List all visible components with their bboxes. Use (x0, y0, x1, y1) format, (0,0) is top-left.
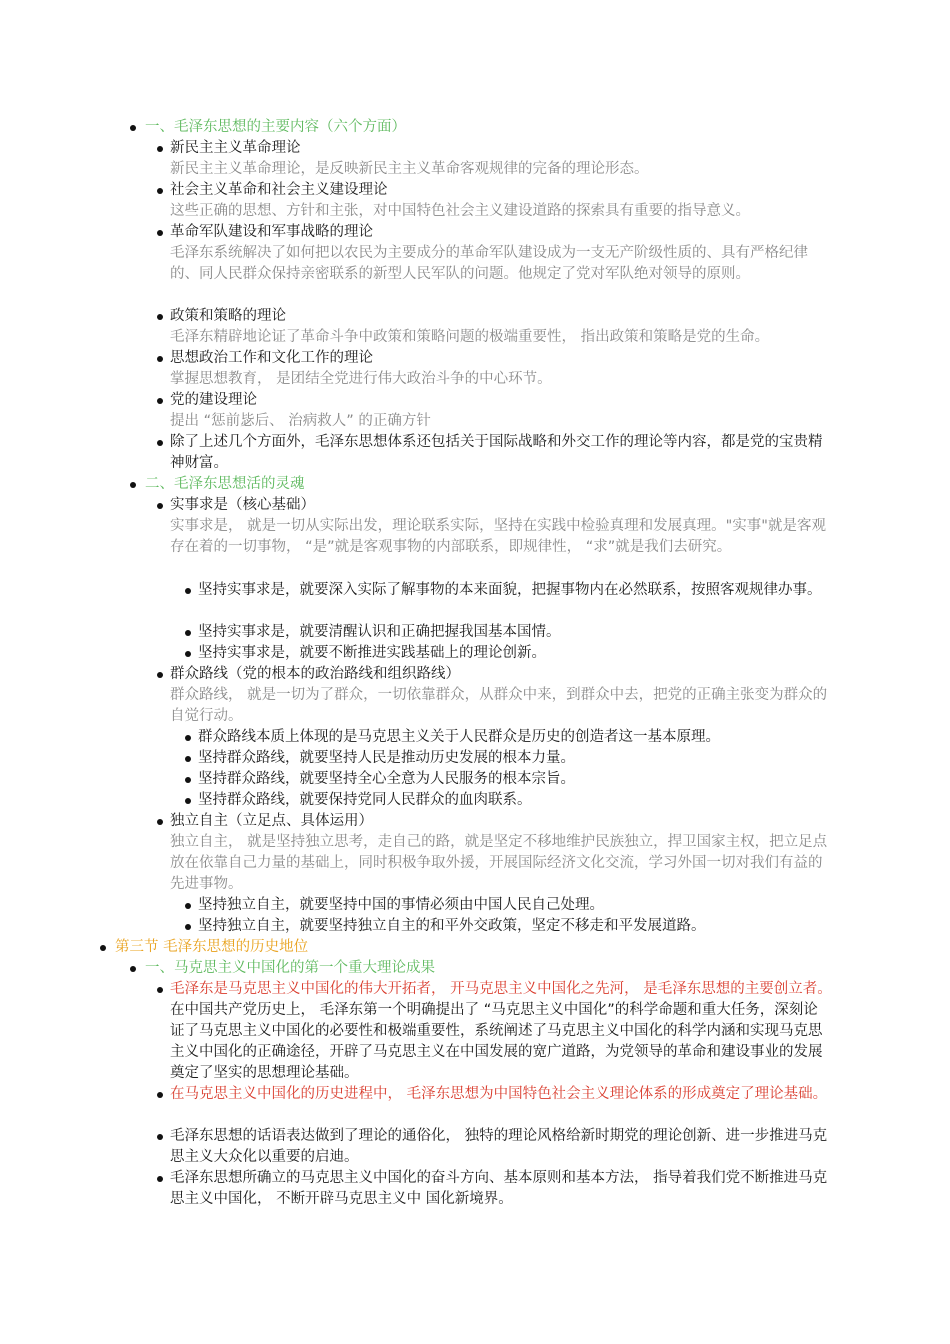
bullet-icon (157, 188, 163, 194)
sub-list-item: 坚持群众路线，就要坚持人民是推动历史发展的根本力量。 (198, 748, 830, 769)
bullet-icon (185, 777, 191, 783)
subsection-heading (145, 958, 435, 979)
item-heading: 政策和策略的理论 (170, 308, 286, 324)
bullet-icon (157, 503, 163, 509)
bullet-icon (185, 651, 191, 657)
sub-list-item: 坚持群众路线，就要保持党同人民群众的血肉联系。 (198, 790, 830, 811)
bullet-icon (157, 819, 163, 825)
bullet-icon (157, 1092, 163, 1098)
list-item (170, 222, 832, 285)
item-heading: 革命军队建设和军事战略的理论 (170, 224, 373, 240)
item-heading: 新民主主义革命理论 (170, 140, 301, 156)
bullet-icon (185, 798, 191, 804)
item-heading: 思想政治工作和文化工作的理论 (170, 350, 373, 366)
item-description: 毛泽东精辟地论证了革命斗争中政策和策略问题的极端重要性， 指出政策和策略是党的生命。 (170, 329, 770, 345)
bullet-icon (157, 398, 163, 404)
bullet-icon (130, 482, 136, 488)
list-item (170, 1168, 832, 1210)
sub-list-item: 坚持独立自主，就要坚持中国的事情必须由中国人民自己处理。 (198, 895, 830, 916)
bullet-icon (157, 1176, 163, 1182)
bullet-icon (185, 903, 191, 909)
bullet-icon (130, 966, 136, 972)
item-description: 独立自主， 就是坚持独立思考，走自己的路，就是坚定不移地维护民族独立，捍卫国家主权，把立足点放在依靠自己力量的基础上，同时积极争取外援，开展国际经济文化交流，学习外国一切对我们有益的先进事物。 (170, 834, 828, 892)
list-item (170, 180, 832, 222)
item-description: 提出 “惩前毖后、 治病救人” 的正确方针 (170, 413, 431, 429)
bullet-icon (185, 588, 191, 594)
item-heading: 群众路线（党的根本的政治路线和组织路线） (170, 666, 460, 682)
sub-list-item: 群众路线本质上体现的是马克思主义关于人民群众是历史的创造者这一基本原理。 (198, 727, 830, 748)
item-description: 掌握思想教育， 是团结全党进行伟大政治斗争的中心环节。 (170, 371, 552, 387)
item-description: 这些正确的思想、方针和主张，对中国特色社会主义建设道路的探索具有重要的指导意义。 (170, 203, 750, 219)
sub-list-item: 坚持群众路线，就要坚持全心全意为人民服务的根本宗旨。 (198, 769, 830, 790)
sub-list-item: 坚持实事求是，就要不断推进实践基础上的理论创新。 (198, 643, 830, 664)
section-heading-main-content (145, 117, 406, 138)
list-item (170, 390, 832, 432)
heading-text: 二、毛泽东思想活的灵魂 (145, 476, 305, 492)
item-text: 除了上述几个方面外，毛泽东思想体系还包括关于国际战略和外交工作的理论等内容，都是党的宝贵精神财富。 (170, 434, 823, 471)
list-item (170, 664, 832, 727)
bullet-icon (185, 756, 191, 762)
bullet-icon (157, 672, 163, 678)
item-description: 群众路线， 就是一切为了群众，一切依靠群众，从群众中来，到群众中去，把党的正确主张变为群众的自觉行动。 (170, 687, 828, 724)
bullet-icon (157, 146, 163, 152)
list-item (170, 1084, 832, 1105)
list-item (170, 306, 832, 348)
heading-text: 一、毛泽东思想的主要内容（六个方面） (145, 119, 406, 135)
bullet-icon (157, 356, 163, 362)
body-text: 毛泽东思想的话语表达做到了理论的通俗化， 独特的理论风格给新时期党的理论创新、进一步推进马克思主义大众化以重要的启迪。 (170, 1128, 828, 1165)
list-item (170, 1126, 832, 1168)
item-description: 新民主主义革命理论，是反映新民主主义革命客观规律的完备的理论形态。 (170, 161, 649, 177)
section-heading-historical-status (115, 937, 308, 958)
bullet-icon (185, 735, 191, 741)
bullet-icon (157, 987, 163, 993)
item-heading: 社会主义革命和社会主义建设理论 (170, 182, 388, 198)
heading-text: 一、马克思主义中国化的第一个重大理论成果 (145, 960, 435, 976)
list-item (170, 495, 832, 558)
bullet-icon (157, 230, 163, 236)
item-heading: 独立自主（立足点、具体运用） (170, 813, 373, 829)
section-heading-living-soul (145, 474, 305, 495)
list-item (170, 979, 832, 1084)
bullet-icon (185, 630, 191, 636)
bullet-icon (157, 1134, 163, 1140)
bullet-icon (130, 125, 136, 131)
list-item (170, 348, 832, 390)
body-text: 毛泽东思想所确立的马克思主义中国化的奋斗方向、基本原则和基本方法， 指导着我们党不断推进马克思主义中国化， 不断开辟马克思主义中 国化新境界。 (170, 1170, 828, 1207)
list-item (170, 138, 832, 180)
item-description: 毛泽东系统解决了如何把以农民为主要成分的革命军队建设成为一支无产阶级性质的、具有严格纪律的、同人民群众保持亲密联系的新型人民军队的问题。他规定了党对军队绝对领导的原则。 (170, 245, 808, 282)
highlighted-text: 毛泽东是马克思主义中国化的伟大开拓者， 开马克思主义中国化之先河， 是毛泽东思想的主要创立者。 (170, 981, 832, 997)
body-text: 在中国共产党历史上， 毛泽东第一个明确提出了 “马克思主义中国化”的科学命题和重大任务，深刻论证了马克思主义中国化的必要性和极端重要性，系统阐述了马克思主义中国化的科学内涵和实现马克思主义中国化的正确途径，开辟了马克思主义在中国发展的宽广道路，为党领导的革命和建设事业的发展奠定了坚实的思想理论基础。 (170, 1002, 823, 1081)
item-heading: 实事求是（核心基础） (170, 497, 315, 513)
bullet-icon (157, 440, 163, 446)
sub-list-item: 坚持实事求是，就要深入实际了解事物的本来面貌，把握事物内在必然联系，按照客观规律办事。 (198, 580, 830, 601)
highlighted-text: 在马克思主义中国化的历史进程中， 毛泽东思想为中国特色社会主义理论体系的形成奠定了理论基础。 (170, 1086, 828, 1102)
heading-text: 第三节 毛泽东思想的历史地位 (115, 939, 309, 955)
item-heading: 党的建设理论 (170, 392, 257, 408)
bullet-icon (157, 314, 163, 320)
sub-list-item: 坚持独立自主，就要坚持独立自主的和平外交政策，坚定不移走和平发展道路。 (198, 916, 830, 937)
bullet-icon (185, 924, 191, 930)
sub-list-item: 坚持实事求是，就要清醒认识和正确把握我国基本国情。 (198, 622, 830, 643)
list-item (170, 432, 832, 474)
bullet-icon (100, 945, 106, 951)
item-description: 实事求是， 就是一切从实际出发，理论联系实际，坚持在实践中检验真理和发展真理。"实事"就是客观存在着的一切事物， “是”就是客观事物的内部联系，即规律性， “求”就是我们去研究。 (170, 518, 826, 555)
list-item (170, 811, 832, 895)
